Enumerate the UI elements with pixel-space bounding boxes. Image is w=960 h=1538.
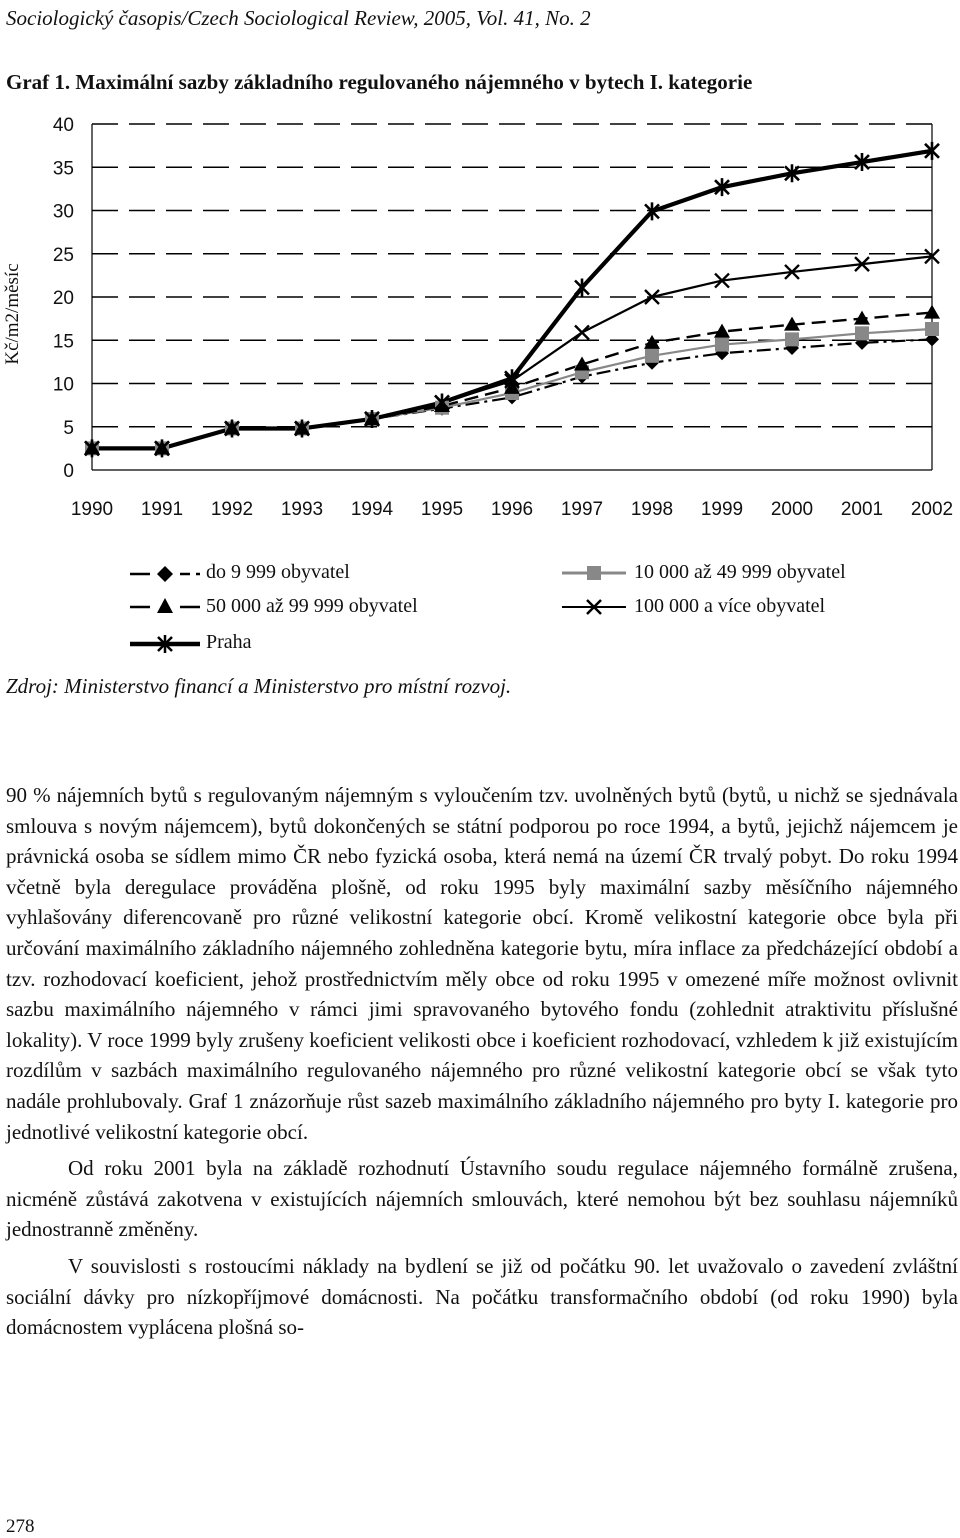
x-tick-label: 1990: [70, 499, 114, 520]
x-tick-label: 2002: [910, 499, 954, 520]
page-number: 278: [6, 1516, 35, 1537]
x-tick-label: 1999: [700, 499, 744, 520]
y-tick-label: 25: [52, 244, 74, 266]
x-tick-label: 1996: [490, 499, 534, 520]
series-2-point: [715, 338, 729, 352]
y-tick-label: 35: [52, 158, 74, 180]
legend-swatch-5: [130, 635, 200, 653]
y-tick-label: 40: [52, 115, 74, 136]
y-tick-label: 0: [63, 461, 74, 482]
body-text: [6, 780, 958, 1343]
series-2-point: [785, 332, 799, 346]
legend-swatch-1: [130, 566, 200, 582]
y-tick-label: 15: [52, 331, 74, 353]
series-2-point: [855, 326, 869, 340]
legend-label-2: 10 000 až 49 999 obyvatel: [634, 561, 846, 583]
source-note: Zdroj: Ministerstvo financí a Ministerstvo pro místní rozvoj.: [6, 674, 512, 698]
y-axis-label: Kč/m2/měsíc: [2, 263, 23, 365]
series-2-point: [925, 322, 939, 336]
legend-label-4: 100 000 a více obyvatel: [634, 595, 826, 617]
x-tick-label: 2000: [770, 499, 814, 520]
x-tick-label: 1995: [420, 499, 464, 520]
figure-title: Graf 1. Maximální sazby základního regulovaného nájemného v bytech I. kategorie: [6, 70, 753, 94]
series-3-point: [714, 324, 730, 338]
legend-label-5: Praha: [206, 631, 252, 653]
legend-swatch-2: [562, 566, 626, 580]
x-tick-label: 1992: [210, 499, 254, 520]
paragraph-1: 90 % nájemních bytů s regulovaným nájemným s vyloučením tzv. uvolněných bytů (bytů, u nichž se sjednávala smlouva s novým nájemcem), bytů dokončených se státní podporou po roce 1994, a bytů, jejichž nájemcem je právnická osoba se sídlem mimo ČR nebo fyzická osoba, která nemá na území ČR trvalý pobyt. Do roku 1994 včetně byla deregulace prováděna plošně, od roku 1995 byly maximální sazby měsíčního nájemného vyhlašovány diferencovaně pro různé velikostní kategorie obcí. Kromě velikostní kategorie obce byla při určování maximálního základního nájemného zohledněna kategorie bytu, míra inflace za předcházející období a tzv. rozhodovací koeficient, jehož prostřednictvím měly obce od roku 1995 v omezené míře možnost ovlivnit sazbu maximálního nájemného v rámci jimi spravovaného bytového fondu (zohlednit atraktivitu příslušné lokality). V roce 1999 byly zrušeny koeficient velikosti obce i koeficient rozhodovací, vzhledem k již existujícím rozdílům v sazbách maximálního regulovaného nájemného pro různé velikostní kategorie obcí se však tyto nadále prohlubovaly. Graf 1 znázorňuje růst sazeb maximálního základního nájemného pro byty I. kategorie pro jednotlivé velikostní kategorie obcí.: [6, 783, 958, 1144]
line-chart: [0, 100, 960, 530]
series-3-point: [924, 305, 940, 319]
x-tick-label: 1997: [560, 499, 604, 520]
legend-swatch-4: [562, 600, 626, 614]
y-tick-label: 5: [63, 417, 74, 439]
legend-label-3: 50 000 až 99 999 obyvatel: [206, 595, 418, 617]
series-4-point: [575, 325, 589, 339]
legend-swatch-3: [130, 598, 200, 613]
x-tick-label: 1994: [350, 499, 394, 520]
series-3-point: [854, 311, 870, 325]
journal-header: Sociologický časopis/Czech Sociological Review, 2005, Vol. 41, No. 2: [6, 6, 591, 30]
paragraph-3: V souvislosti s rostoucími náklady na bydlení se již od počátku 90. let uvažovalo o zavedení zvláštní sociální dávky pro nízkopříjmové domácnosti. Na počátku transformačního období (od roku 1990) byla domácnostem vyplácena plošná so-: [6, 1253, 958, 1340]
series-line-4: [92, 256, 932, 448]
x-tick-label: 2001: [840, 499, 884, 520]
y-tick-label: 10: [52, 374, 74, 396]
x-tick-label: 1991: [140, 499, 184, 520]
legend-label-1: do 9 999 obyvatel: [206, 561, 350, 583]
y-tick-label: 20: [52, 288, 74, 309]
series-2-point: [645, 349, 659, 363]
y-tick-label: 30: [52, 201, 74, 223]
x-tick-label: 1993: [280, 499, 324, 520]
paragraph-2: Od roku 2001 byla na základě rozhodnutí Ústavního soudu regulace nájemného formálně zrušena, nicméně zůstává zakotvena v existujících nájemních smlouvách, které nemohou být bez souhlasu nájemníků jednostranně změněny.: [6, 1156, 958, 1242]
x-tick-label: 1998: [630, 499, 674, 520]
series-5-point: [575, 278, 589, 296]
